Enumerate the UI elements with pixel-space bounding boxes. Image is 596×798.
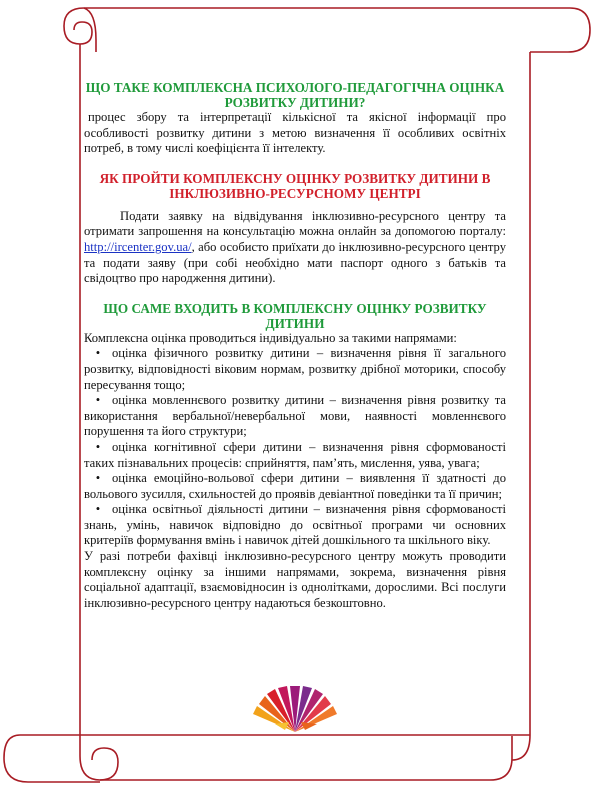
section-3-outro: У разі потреби фахівці інклюзивно-ресурсного центру можуть проводити комплексну оцінку за іншими напрямами, зокрема, визначення рівня соціальної адаптації, взаємовідносин із однолітками, дорослими. Всі послуги інклюзивно-ресурсного центру надаються безкоштовно. [84,549,506,610]
list-item [84,346,506,393]
document-body [84,80,506,611]
section-3-intro: Комплексна оцінка проводиться індивідуально за такими напрямами: [84,330,457,345]
bullet-icon: • [95,471,101,486]
list-item [84,393,506,440]
bullet-icon: • [95,346,101,361]
list-item-text: оцінка мовленнєвого розвитку дитини – визначення рівня розвитку та використання вербальної/невербальної мови, наявності мовленнєвого порушення та його структури; [84,393,506,439]
section-1-heading: ЩО ТАКЕ КОМПЛЕКСНА ПСИХОЛОГО-ПЕДАГОГІЧНА ОЦІНКА РОЗВИТКУ ДИТИНИ? [85,80,505,110]
list-item [84,440,506,471]
section-3-heading: ЩО САМЕ ВХОДИТЬ В КОМПЛЕКСНУ ОЦІНКУ РОЗВИТКУ ДИТИНИ [103,300,487,331]
list-item-text: оцінка фізичного розвитку дитини – визначення рівня її загального розвитку, відповідності віковим нормам, розвитку дрібної моторики, способу пересування тощо; [84,346,506,392]
list-item-text: оцінка емоційно-вольової сфери дитини – виявлення її здатності до вольового зусилля, схильностей до проявів девіантної поведінки та її причин; [84,471,506,501]
bullet-icon: • [95,502,101,517]
ircenter-portal-link[interactable]: http://ircenter.gov.ua/ [84,239,192,254]
list-item-text: оцінка освітньої діяльності дитини – визначення рівня сформованості знань, умінь, навичок відповідно до освітньої програми чи основних критеріїв формування вмінь і навичок дітей дошкільного та шкільного віку. [84,502,506,548]
section-2-body-after-link: , або особисто приїхати до інклюзивно-ресурсного центру та подати заяву (при собі необхідно мати паспорт одного з батьків та свідоцтво про народження дитини). [84,239,506,286]
section-2-body [84,209,506,287]
bullet-icon: • [95,393,101,408]
list-item-text: оцінка когнітивної сфери дитини – визначення рівня сформованості таких пізнавальних процесів: сприйняття, пам’ять, мислення, уява, увага; [84,439,506,470]
colorful-fan-logo-icon [245,684,345,734]
section-2-body-before-link: Подати заявку на відвідування інклюзивно-ресурсного центру та отримати запрошення на консультацію можна онлайн за допомогою порталу: [84,208,506,239]
section-2-heading: ЯК ПРОЙТИ КОМПЛЕКСНУ ОЦІНКУ РОЗВИТКУ ДИТИНИ В ІНКЛЮЗИВНО-РЕСУРСНОМУ ЦЕНТРІ [99,170,491,201]
assessment-list [84,346,506,549]
section-1-body: процес збору та інтерпретації кількісної та якісної інформації про особливості розвитку дитини з метою визначення її особливих освітніх потреб, в тому числі коефіцієнта її інтелекту. [84,110,506,156]
list-item [84,502,506,549]
list-item [84,471,506,502]
bullet-icon: • [95,439,101,454]
